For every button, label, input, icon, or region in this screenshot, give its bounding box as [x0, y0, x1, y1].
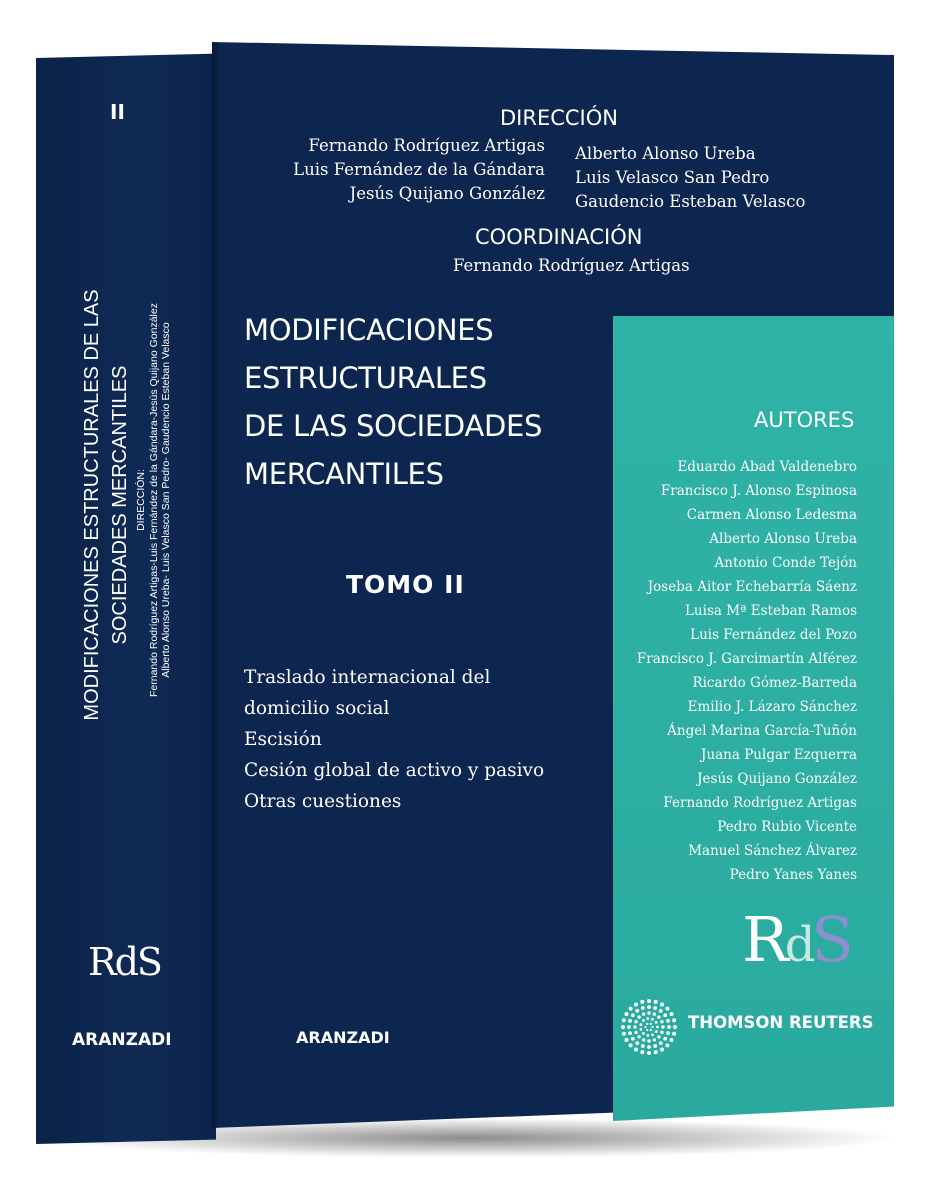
logo-dot: [659, 1041, 663, 1045]
title-line: MODIFICACIONES: [244, 313, 494, 347]
logo-dot: [639, 1023, 642, 1026]
spine-credit-line: Fernando Rodríguez Artigas-Luis Fernández de la Gándara-Jesús Quijano González: [147, 303, 160, 697]
logo-dot: [650, 1023, 652, 1025]
logo-dot: [637, 1015, 640, 1018]
logo-dot: [655, 1030, 658, 1033]
logo-dot: [646, 1034, 649, 1037]
logo-dot: [635, 1009, 639, 1013]
spine-title-line: SOCIEDADES MERCANTILES: [109, 365, 131, 645]
logo-dot: [631, 1013, 635, 1017]
logo-dot: [622, 1032, 626, 1036]
direccion-heading: DIRECCIÓN: [500, 106, 618, 130]
topic-line: Otras cuestiones: [244, 791, 402, 812]
spine-publisher: ARANZADI: [72, 1030, 172, 1050]
logo-dot: [650, 1029, 652, 1031]
logo-dot: [642, 1019, 645, 1022]
author-name: Ángel Marina García-Tuñón: [667, 723, 857, 739]
author-name: Ricardo Gómez-Barreda: [692, 675, 857, 691]
spine-rds-logo: RdS: [88, 940, 161, 984]
rds-logo-s: S: [811, 903, 850, 976]
logo-dot: [641, 1006, 645, 1010]
author-name: Luis Fernández del Pozo: [690, 627, 857, 643]
logo-dot: [651, 1033, 654, 1036]
director-name: Fernando Rodríguez Artigas: [308, 136, 545, 155]
logo-dot: [647, 1005, 651, 1009]
logo-dot: [634, 1002, 638, 1006]
logo-dot: [624, 1012, 628, 1016]
rds-logo-d: d: [784, 917, 812, 973]
logo-dot: [634, 1031, 637, 1034]
author-name: Emilio J. Lázaro Sánchez: [687, 699, 857, 715]
logo-dot: [640, 1050, 644, 1054]
autores-heading: AUTORES: [754, 408, 855, 432]
spine-credit-line: DIRECCIÓN:: [135, 469, 147, 531]
logo-dot: [653, 1006, 657, 1010]
logo-dot: [629, 1043, 633, 1047]
logo-dot: [665, 1043, 669, 1047]
volume-label: TOMO II: [346, 570, 465, 599]
logo-dot: [628, 1019, 632, 1023]
logo-dot: [656, 1026, 659, 1029]
front-publisher: ARANZADI: [296, 1028, 390, 1047]
logo-dot: [644, 1026, 646, 1028]
author-name: Pedro Rubio Vicente: [717, 819, 857, 835]
logo-dot: [655, 1021, 658, 1024]
author-name: Joseba Aitor Echebarría Sáenz: [647, 579, 857, 595]
logo-dot: [663, 1037, 667, 1041]
spine-title-line: MODIFICACIONES ESTRUCTURALES DE LAS: [81, 289, 103, 721]
spine-credits: [135, 230, 173, 770]
author-name: Pedro Yanes Yanes: [729, 867, 857, 883]
logo-dot: [660, 1002, 664, 1006]
director-name: Alberto Alonso Ureba: [575, 144, 756, 163]
logo-dot: [647, 1039, 650, 1042]
logo-dot: [646, 1023, 648, 1025]
logo-dot: [634, 1048, 638, 1052]
rds-logo: [742, 905, 850, 980]
logo-dot: [666, 1031, 670, 1035]
author-name: Jesús Quijano González: [697, 771, 857, 787]
cover-edge-shade: [212, 42, 220, 1128]
book-title: [244, 306, 542, 498]
logo-dot: [653, 1038, 656, 1041]
logo-dot: [633, 1025, 636, 1028]
logo-dot: [642, 1038, 645, 1041]
topic-line: Cesión global de activo y pasivo: [244, 760, 545, 781]
logo-dot: [654, 1050, 658, 1054]
logo-dot: [646, 1029, 648, 1031]
logo-dot: [624, 1038, 628, 1042]
logo-dot: [634, 1020, 637, 1023]
author-name: Luisa Mª Esteban Ramos: [684, 603, 857, 619]
direccion-names-right: [575, 142, 805, 214]
authors-list: [637, 455, 857, 887]
author-name: Juana Pulgar Ezquerra: [701, 747, 857, 763]
direccion-names-left: [293, 134, 545, 206]
author-name: Alberto Alonso Ureba: [709, 531, 857, 547]
rds-logo-r: R: [742, 903, 785, 976]
author-name: Carmen Alonso Ledesma: [686, 507, 857, 523]
director-name: Gaudencio Esteban Velasco: [575, 192, 806, 211]
author-name: Manuel Sánchez Álvarez: [688, 843, 857, 859]
logo-dot: [673, 1025, 677, 1029]
coordinator-name: Fernando Rodríguez Artigas: [453, 256, 690, 275]
logo-dot: [639, 1028, 642, 1031]
logo-dot: [647, 1045, 651, 1049]
logo-dot: [642, 1012, 645, 1015]
logo-dot: [631, 1037, 635, 1041]
logo-dot: [672, 1032, 676, 1036]
director-name: Jesús Quijano González: [349, 184, 545, 203]
logo-dot: [657, 1015, 660, 1018]
logo-dot: [637, 1035, 640, 1038]
logo-dot: [653, 1044, 657, 1048]
logo-dot: [654, 1000, 658, 1004]
director-name: Luis Fernández de la Gándara: [293, 160, 545, 179]
logo-dot: [622, 1018, 626, 1022]
title-line: MERCANTILES: [244, 457, 444, 491]
thomson-reuters-brand: THOMSON REUTERS: [688, 1013, 874, 1032]
title-line: DE LAS SOCIEDADES: [244, 409, 543, 443]
author-name: Fernando Rodríguez Artigas: [663, 795, 857, 811]
logo-dot: [628, 1031, 632, 1035]
logo-dot: [635, 1041, 639, 1045]
spine-volume-number: II: [110, 100, 125, 124]
logo-dot: [660, 1031, 663, 1034]
spine-credit-line: Alberto Alonso Ureba- Luis Velasco San Pedro- Gaudencio Esteban Velasco: [160, 322, 172, 678]
logo-dot: [665, 1007, 669, 1011]
logo-dot: [672, 1018, 676, 1022]
author-name: Francisco J. Garcimartín Alférez: [636, 651, 857, 667]
logo-dot: [629, 1007, 633, 1011]
director-name: Luis Velasco San Pedro: [575, 168, 770, 187]
logo-dot: [670, 1038, 674, 1042]
logo-dot: [647, 1051, 651, 1055]
logo-dot: [641, 1044, 645, 1048]
logo-dot: [647, 999, 651, 1003]
spine-title: [78, 210, 134, 800]
logo-dot: [667, 1025, 671, 1029]
logo-dot: [627, 1025, 631, 1029]
logo-dot: [660, 1020, 663, 1023]
coordinacion-heading: COORDINACIÓN: [475, 225, 643, 249]
logo-dot: [640, 1000, 644, 1004]
logo-dot: [660, 1048, 664, 1052]
logo-dot: [651, 1026, 653, 1028]
logo-dot: [666, 1019, 670, 1023]
thomson-reuters-dots-icon: [620, 998, 678, 1056]
author-name: Eduardo Abad Valdenebro: [677, 459, 857, 475]
logo-dot: [646, 1017, 649, 1020]
logo-dot: [661, 1025, 664, 1028]
topic-line: domicilio social: [244, 698, 390, 719]
author-name: Antonio Conde Tejón: [714, 555, 857, 571]
logo-dot: [657, 1035, 660, 1038]
title-line: ESTRUCTURALES: [244, 361, 487, 395]
logo-dot: [653, 1012, 656, 1015]
topic-line: Escisión: [244, 729, 322, 750]
logo-dot: [670, 1012, 674, 1016]
logo-dot: [663, 1013, 667, 1017]
topic-line: Traslado internacional del: [244, 667, 491, 688]
logo-dot: [647, 1011, 650, 1014]
logo-dot: [621, 1025, 625, 1029]
logo-dot: [642, 1032, 645, 1035]
topics-list: [244, 662, 544, 817]
logo-dot: [651, 1018, 654, 1021]
author-name: Francisco J. Alonso Espinosa: [660, 483, 857, 499]
logo-dot: [659, 1009, 663, 1013]
